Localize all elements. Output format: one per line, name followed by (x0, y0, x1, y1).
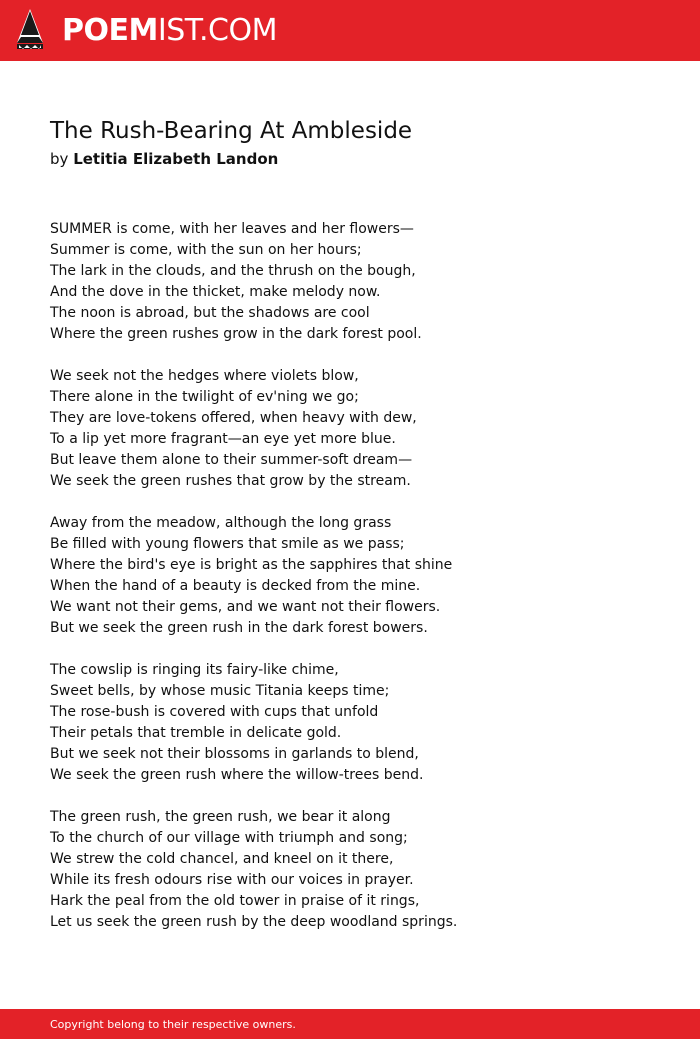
poem-line: The lark in the clouds, and the thrush on the bough, (50, 263, 416, 279)
poem-line: The noon is abroad, but the shadows are cool (50, 305, 370, 321)
stanza (50, 513, 670, 639)
stanza (50, 366, 670, 492)
poem-line: But we seek not their blossoms in garlands to blend, (50, 746, 419, 762)
poem-line: But we seek the green rush in the dark forest bowers. (50, 620, 428, 636)
poem-line: Away from the meadow, although the long grass (50, 515, 392, 531)
site-header (0, 0, 700, 61)
poem-line: Where the bird's eye is bright as the sapphires that shine (50, 557, 453, 573)
poem-line: When the hand of a beauty is decked from the mine. (50, 578, 421, 594)
logo-light-text: IST.COM (157, 13, 277, 48)
poem-body (50, 219, 670, 954)
poem-line: Be filled with young flowers that smile as we pass; (50, 536, 405, 552)
stanza (50, 219, 670, 345)
site-logo[interactable] (62, 11, 277, 51)
poem-line: Summer is come, with the sun on her hours; (50, 242, 362, 258)
poem-title: The Rush-Bearing At Ambleside (50, 118, 413, 144)
poem-line: They are love-tokens offered, when heavy with dew, (50, 410, 417, 426)
poem-line: While its fresh odours rise with our voices in prayer. (50, 872, 414, 888)
poem-line: And the dove in the thicket, make melody now. (50, 284, 381, 300)
poem-line: But leave them alone to their summer-soft dream— (50, 452, 413, 468)
poem-line: The rose-bush is covered with cups that unfold (50, 704, 379, 720)
byline (50, 148, 278, 170)
stanza (50, 807, 670, 933)
site-footer (0, 1009, 700, 1039)
poem-line: The green rush, the green rush, we bear it along (50, 809, 391, 825)
poem-line: To the church of our village with triumph and song; (50, 830, 408, 846)
poem-line: We seek not the hedges where violets blow, (50, 368, 359, 384)
poem-line: We seek the green rush where the willow-trees bend. (50, 767, 424, 783)
poem-line: We want not their gems, and we want not their flowers. (50, 599, 441, 615)
poem-line: We seek the green rushes that grow by the stream. (50, 473, 411, 489)
poem-line: Their petals that tremble in delicate gold. (50, 725, 342, 741)
poem-line: To a lip yet more fragrant—an eye yet more blue. (50, 431, 396, 447)
poem-line: We strew the cold chancel, and kneel on it there, (50, 851, 394, 867)
poem-line: The cowslip is ringing its fairy-like chime, (50, 662, 339, 678)
poem-line: There alone in the twilight of ev'ning we go; (50, 389, 359, 405)
author-name[interactable]: Letitia Elizabeth Landon (73, 150, 279, 168)
pencil-icon[interactable] (17, 9, 43, 52)
poem-line: SUMMER is come, with her leaves and her flowers— (50, 221, 414, 237)
copyright-text: Copyright belong to their respective owners. (50, 1018, 296, 1031)
poem-line: Sweet bells, by whose music Titania keeps time; (50, 683, 390, 699)
stanza (50, 660, 670, 786)
poem-line: Where the green rushes grow in the dark forest pool. (50, 326, 422, 342)
logo-bold-text: POEM (62, 13, 158, 48)
poem-line: Let us seek the green rush by the deep woodland springs. (50, 914, 458, 930)
poem-line: Hark the peal from the old tower in praise of it rings, (50, 893, 420, 909)
by-label: by (50, 150, 69, 168)
